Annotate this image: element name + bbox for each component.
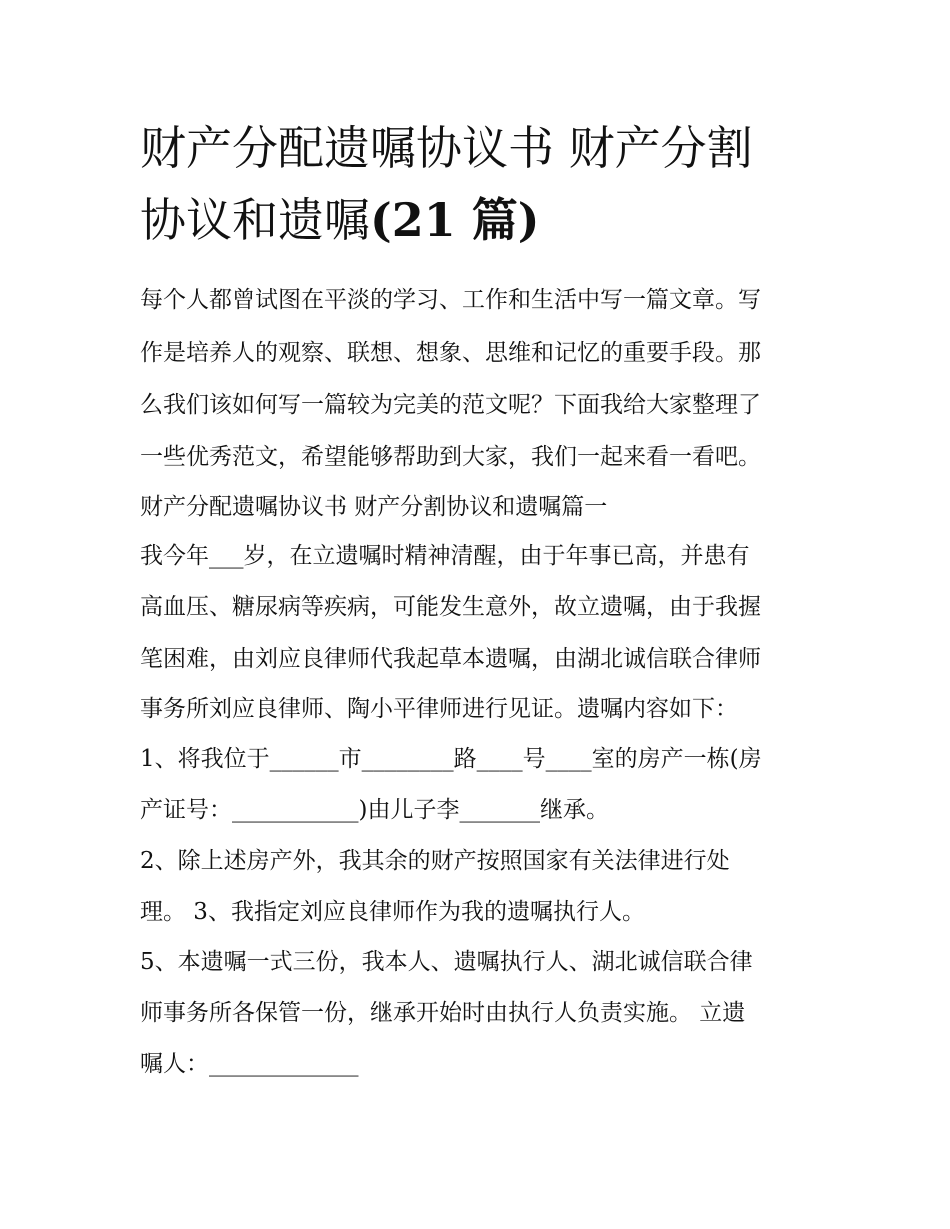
testator-signature-line: 嘱人：_____________ [140, 1051, 359, 1077]
clause-1-line-1: 1、将我位于______市________路____号____室的房产一栋(房 [140, 746, 762, 772]
document-title [140, 112, 830, 256]
title-line-2-text: 协议和遗嘱 [140, 193, 370, 247]
clause-5-line-1: 5、本遗嘱一式三份，我本人、遗嘱执行人、湖北诚信联合律 [140, 949, 753, 975]
intro-line-1: 每个人都曾试图在平淡的学习、工作和生活中写一篇文章。写 [140, 287, 761, 313]
clause-2-line-2: 理。 3、我指定刘应良律师作为我的遗嘱执行人。 [140, 899, 645, 925]
will-line-1: 我今年___岁，在立遗嘱时精神清醒，由于年事已高，并患有 [140, 543, 750, 569]
intro-line-3: 么我们该如何写一篇较为完美的范文呢？下面我给大家整理了 [140, 392, 761, 418]
intro-line-2: 作是培养人的观察、联想、想象、思维和记忆的重要手段。那 [140, 340, 761, 366]
clause-1-line-2: 产证号：___________)由儿子李_______继承。 [140, 797, 609, 823]
will-line-3: 笔困难，由刘应良律师代我起草本遗嘱，由湖北诚信联合律师 [140, 646, 761, 672]
section-heading: 财产分配遗嘱协议书 财产分割协议和遗嘱篇一 [140, 494, 608, 520]
clause-2-line-1: 2、除上述房产外，我其余的财产按照国家有关法律进行处 [140, 848, 730, 874]
clause-5-line-2: 师事务所各保管一份，继承开始时由执行人负责实施。 立遗 [140, 1000, 746, 1026]
title-line-1: 财产分配遗嘱协议书 财产分割 [140, 121, 753, 175]
title-line-2 [140, 184, 830, 256]
title-count: (21 篇) [370, 193, 540, 247]
will-line-2: 高血压、糖尿病等疾病，可能发生意外，故立遗嘱，由于我握 [140, 594, 761, 620]
intro-line-4: 一些优秀范文，希望能够帮助到大家，我们一起来看一看吧。 [140, 444, 761, 470]
will-line-4: 事务所刘应良律师、陶小平律师进行见证。遗嘱内容如下： [140, 696, 738, 722]
